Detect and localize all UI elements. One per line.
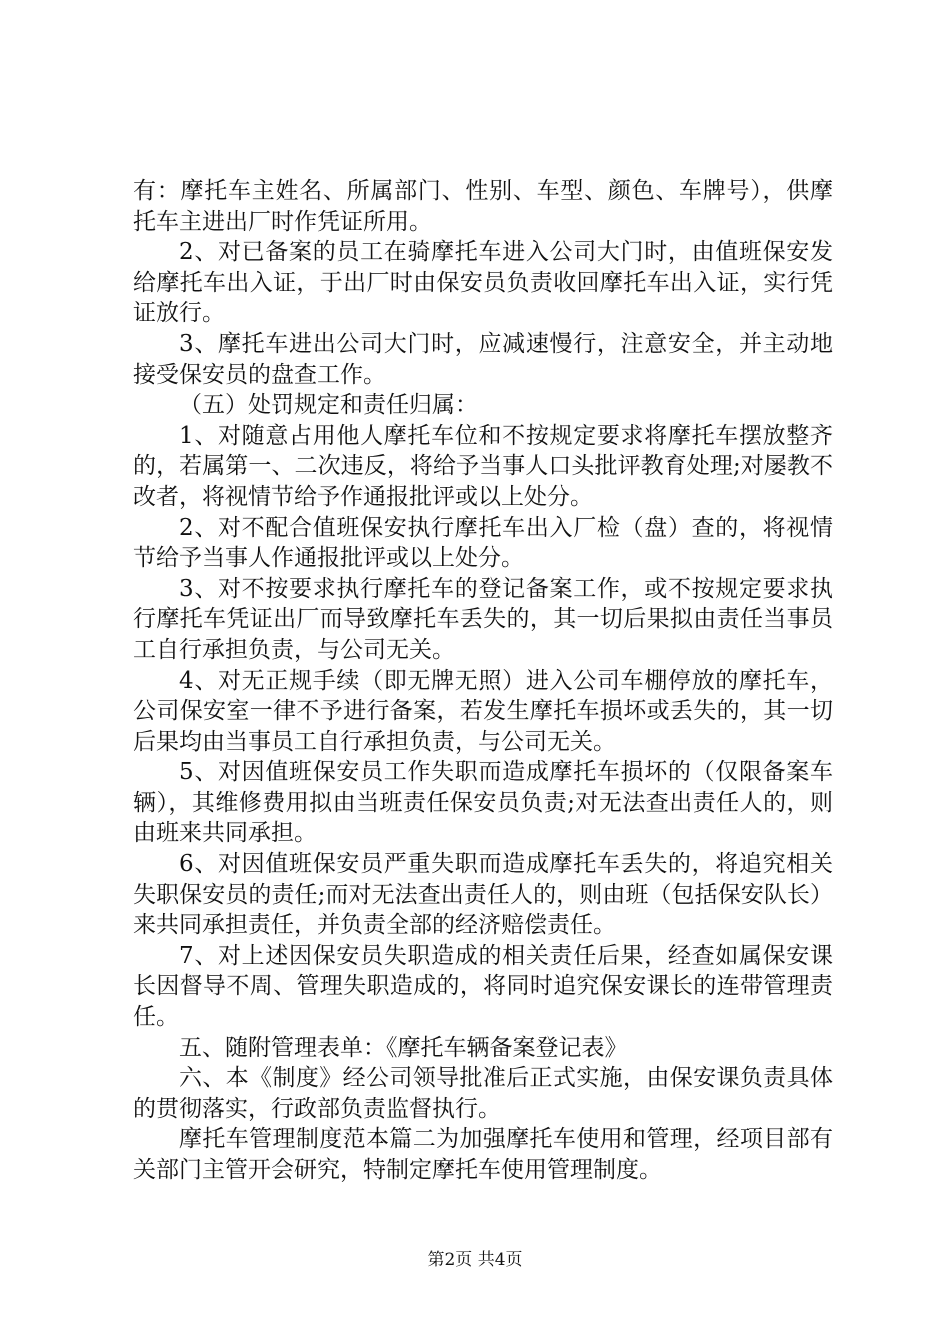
section-heading-penalties: （五）处罚规定和责任归属：	[179, 392, 478, 419]
paragraph-continuation: 有：摩托车主姓名、所属部门、性别、车型、颜色、车牌号），供摩托车主进出厂时作凭证所用。	[133, 178, 833, 235]
paragraph-penalty-6: 6、对因值班保安员严重失职而造成摩托车丢失的，将追究相关失职保安员的责任;而对无法查出责任人的，则由班（包括保安队长）来共同承担责任，并负责全部的经济赔偿责任。	[133, 851, 833, 939]
document-body	[133, 176, 833, 1186]
page-footer: 第2页 共4页	[427, 1250, 523, 1270]
paragraph-penalty-4: 4、对无正规手续（即无牌无照）进入公司车棚停放的摩托车，公司保安室一律不予进行备案，若发生摩托车损坏或丢失的，其一切后果均由当事员工自行承担负责，与公司无关。	[133, 667, 833, 755]
section-attached-forms: 五、随附管理表单：《摩托车辆备案登记表》	[179, 1034, 628, 1061]
paragraph-penalty-2: 2、对不配合值班保安执行摩托车出入厂检（盘）查的，将视情节给予当事人作通报批评或以上处分。	[133, 514, 833, 572]
paragraph-penalty-5: 5、对因值班保安员工作失职而造成摩托车损坏的（仅限备案车辆），其维修费用拟由当班责任保安员负责;对无法查出责任人的，则由班来共同承担。	[133, 759, 833, 847]
paragraph-sample-two: 摩托车管理制度范本篇二为加强摩托车使用和管理，经项目部有关部门主管开会研究，特制定摩托车使用管理制度。	[133, 1126, 833, 1183]
paragraph-item-3: 3、摩托车进出公司大门时，应减速慢行，注意安全，并主动地接受保安员的盘查工作。	[133, 330, 833, 388]
paragraph-penalty-1: 1、对随意占用他人摩托车位和不按规定要求将摩托车摆放整齐的，若属第一、二次违反，将给予当事人口头批评教育处理;对屡教不改者，将视情节给予作通报批评或以上处分。	[133, 422, 833, 510]
paragraph-item-2: 2、对已备案的员工在骑摩托车进入公司大门时，由值班保安发给摩托车出入证，于出厂时由保安员负责收回摩托车出入证，实行凭证放行。	[133, 239, 833, 327]
section-implementation: 六、本《制度》经公司领导批准后正式实施，由保安课负责具体的贯彻落实，行政部负责监督执行。	[133, 1065, 833, 1122]
paragraph-penalty-7: 7、对上述因保安员失职造成的相关责任后果，经查如属保安课长因督导不周、管理失职造成的，将同时追究保安课长的连带管理责任。	[133, 942, 833, 1031]
paragraph-penalty-3: 3、对不按要求执行摩托车的登记备案工作，或不按规定要求执行摩托车凭证出厂而导致摩托车丢失的，其一切后果拟由责任当事员工自行承担负责，与公司无关。	[133, 575, 833, 663]
